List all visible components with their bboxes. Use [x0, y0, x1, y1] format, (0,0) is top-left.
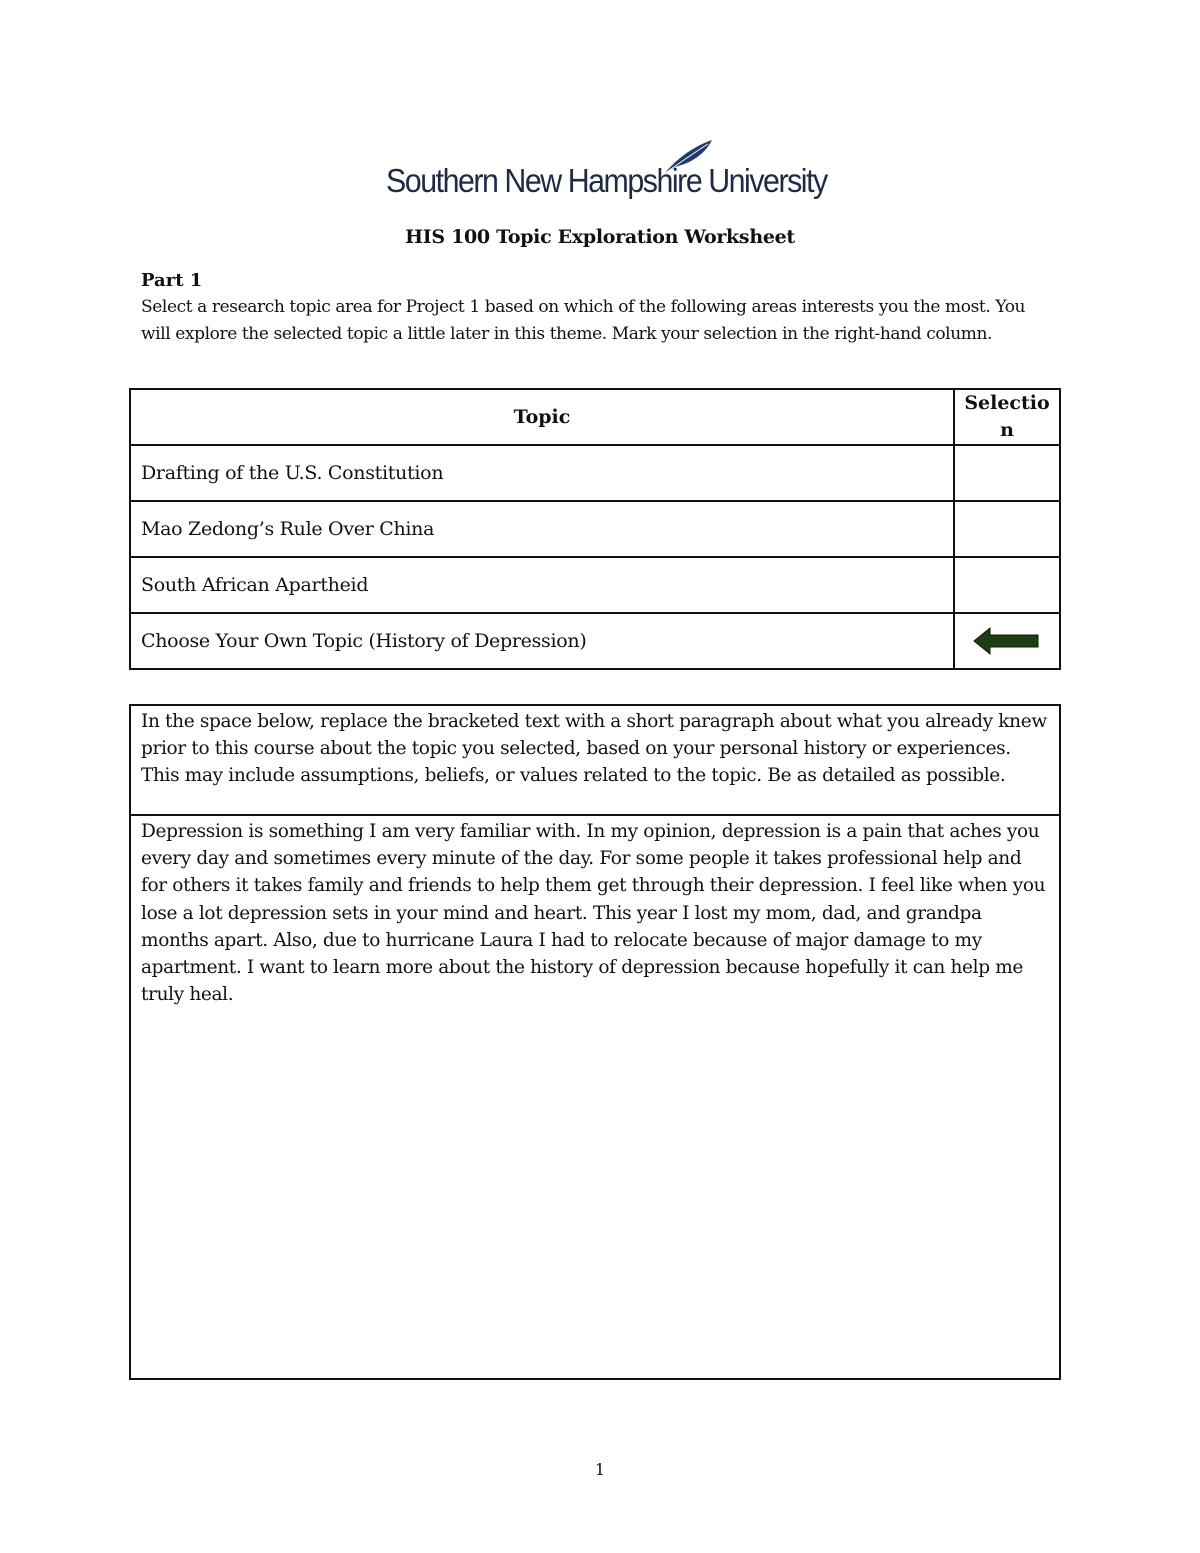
topic-column-header: Topic: [130, 389, 954, 445]
response-box[interactable]: [129, 814, 1061, 1380]
topic-cell: Mao Zedong’s Rule Over China: [130, 501, 954, 557]
selection-column-header: Selection: [954, 389, 1060, 445]
prompt-text: In the space below, replace the bracketed text with a short paragraph about what you already knew prior to this course about the topic you selected, based on your personal history or experiences. This may include assumptions, beliefs, or values related to the topic. Be as detailed as possible.: [141, 711, 1047, 787]
table-row: [130, 445, 1060, 501]
topic-cell: South African Apartheid: [130, 557, 954, 613]
logo-wordmark: Southern New Hampshire University: [386, 162, 827, 199]
selection-cell[interactable]: [954, 557, 1060, 613]
instructions-paragraph: Select a research topic area for Project 1 based on which of the following areas interests you the most. You will explore the selected topic a little later in this theme. Mark your selection in the right-hand column.: [141, 297, 1026, 344]
topic-selection-table: [129, 388, 1061, 670]
table-row: [130, 501, 1060, 557]
selection-cell[interactable]: [954, 445, 1060, 501]
topic-cell: Drafting of the U.S. Constitution: [130, 445, 954, 501]
response-text[interactable]: Depression is something I am very familiar with. In my opinion, depression is a pain that aches you every day and sometimes every minute of the day. For some people it takes professional help and for others it takes family and friends to help them get through their depression. I feel like when you lose a lot depression sets in your mind and heart. This year I lost my mom, dad, and grandpa months apart. Also, due to hurricane Laura I had to relocate because of major damage to my apartment. I want to learn more about the history of depression because hopefully it can help me truly heal.: [141, 821, 1046, 1006]
selection-cell[interactable]: [954, 613, 1060, 669]
selection-cell[interactable]: [954, 501, 1060, 557]
table-row: [130, 557, 1060, 613]
university-logo: [386, 138, 827, 210]
prompt-box: [129, 704, 1061, 816]
topic-cell: Choose Your Own Topic (History of Depression): [130, 613, 954, 669]
left-arrow-icon: [972, 626, 1042, 656]
page-title: HIS 100 Topic Exploration Worksheet: [405, 226, 795, 248]
page-number: 1: [594, 1460, 606, 1479]
part-heading: Part 1: [141, 270, 203, 291]
table-row: [130, 613, 1060, 669]
table-header-row: [130, 389, 1060, 445]
